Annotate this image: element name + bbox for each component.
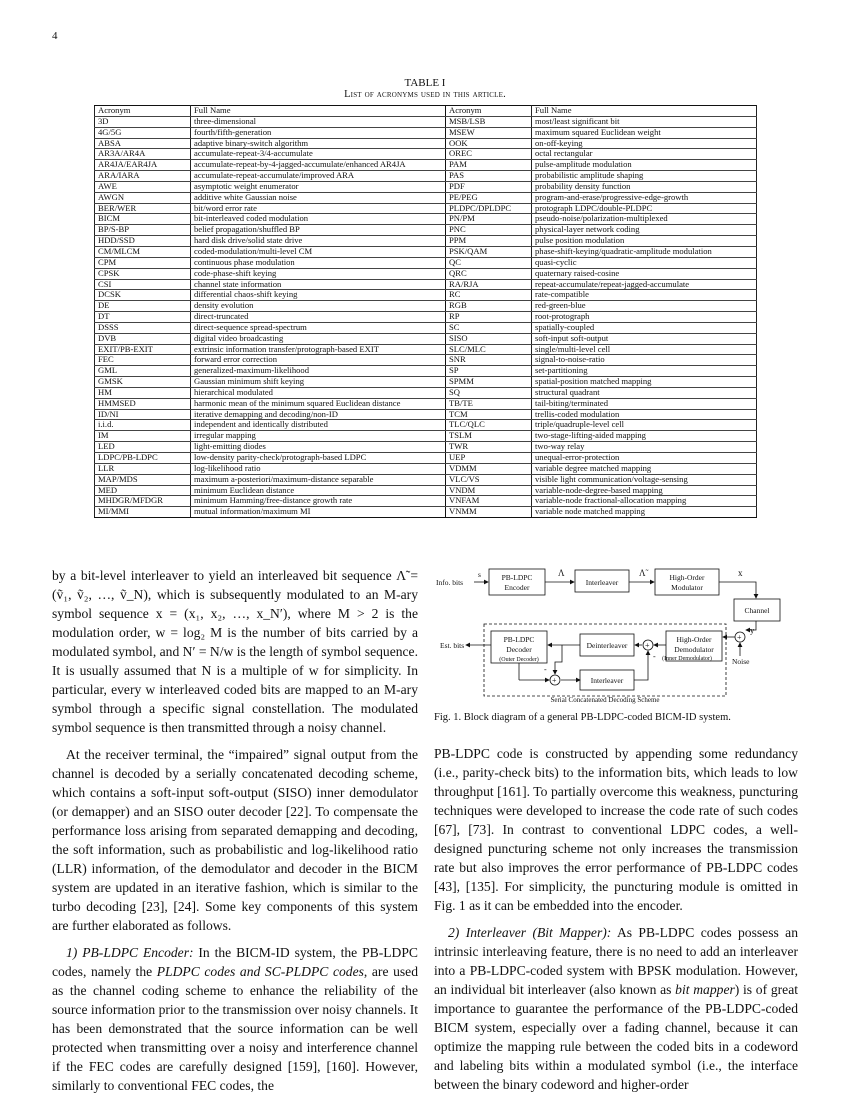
fullname-right: signal-to-noise-ratio (532, 355, 757, 366)
acronym-left: CSI (95, 279, 191, 290)
table-row (95, 290, 757, 301)
acronym-left: MAP/MDS (95, 474, 191, 485)
interleaver-text-a: As PB-LDPC codes possess an intrinsic interleaving feature, there is no need to add an interleaver into a PB-LDPC-coded system with BPSK modulation. However, an individual bit interleaver (also known as (434, 925, 798, 997)
table-row (95, 301, 757, 312)
table-row (95, 453, 757, 464)
acronym-left: i.i.d. (95, 420, 191, 431)
acronym-left: ID/NI (95, 409, 191, 420)
fullname-right: unequal-error-protection (532, 453, 757, 464)
fullname-right: quaternary raised-cosine (532, 268, 757, 279)
acronym-right: PAM (446, 160, 532, 171)
acronym-right: UEP (446, 453, 532, 464)
fullname-right: on-off-keying (532, 138, 757, 149)
fullname-left: generalized-maximum-likelihood (191, 366, 446, 377)
acronym-left: DE (95, 301, 191, 312)
header-fullname-left: Full Name (191, 106, 446, 117)
fullname-right: two-way relay (532, 442, 757, 453)
acronym-right: SP (446, 366, 532, 377)
fullname-right: set-partitioning (532, 366, 757, 377)
fullname-left: minimum Euclidean distance (191, 485, 446, 496)
fullname-right: probabilistic amplitude shaping (532, 171, 757, 182)
left-paragraph-1: by a bit-level interleaver to yield an interleaved bit sequence Λ̃ = (ṽ₁, ṽ₂, …, ṽ_N), which is subsequently modulated to an M-ary symbol sequence x = (x₁, x₂, …, x_N′), where M > 2 is the modulation order, w = log₂ M is the number of bits carried by a modulated symbol, and N′ = N/w is the length of symbol sequence. It is usually assumed that N is a multiple of w for simplicity. In particular, every w interleaved coded bits are mapped to an M-ary symbol through a specific signal constellation. The modulated symbol sequence is then transmitted through a noisy channel. (52, 568, 418, 735)
fullname-right: red-green-blue (532, 301, 757, 312)
fullname-left: maximum a-posteriori/maximum-distance separable (191, 474, 446, 485)
deinterleaver-label: Deinterleaver (586, 641, 628, 650)
fullname-right: structural quadrant (532, 387, 757, 398)
fullname-left: code-phase-shift keying (191, 268, 446, 279)
fullname-right: spatially-coupled (532, 322, 757, 333)
interleaver-text-b: ) is of great importance to guarantee the performance of the PB-LDPC-coded BICM system, especially over a fading channel, because it can optimize the mapping rule between the coded bits in a codeword and labeling bits within a modulated symbol (i.e., the interface between the binary codeword and higher-order (434, 982, 799, 1092)
table-row (95, 225, 757, 236)
page-number: 4 (52, 30, 58, 42)
fullname-left: direct-sequence spread-spectrum (191, 322, 446, 333)
acronym-left: GMSK (95, 377, 191, 388)
acronym-left: DVB (95, 333, 191, 344)
acronym-left: AWGN (95, 192, 191, 203)
acronym-left: CPSK (95, 268, 191, 279)
fullname-left: coded-modulation/multi-level CM (191, 246, 446, 257)
left-paragraph-3 (52, 943, 418, 1095)
table-row (95, 192, 757, 203)
fullname-left: adaptive binary-switch algorithm (191, 138, 446, 149)
acronym-right: TSLM (446, 431, 532, 442)
table-row (95, 496, 757, 507)
fullname-left: hierarchical modulated (191, 387, 446, 398)
acronym-left: HM (95, 387, 191, 398)
table-row (95, 344, 757, 355)
label-est-bits: Est. bits (440, 641, 465, 650)
encoder-text-em: PLDPC codes and SC-PLDPC codes (156, 964, 364, 979)
acronym-left: DCSK (95, 290, 191, 301)
acronym-right: TLC/QLC (446, 420, 532, 431)
table-row (95, 333, 757, 344)
fullname-right: tail-biting/terminated (532, 398, 757, 409)
fullname-left: density evolution (191, 301, 446, 312)
table-row (95, 116, 757, 127)
acronym-right: QC (446, 257, 532, 268)
acronym-right: VNMM (446, 507, 532, 518)
right-paragraph-1: PB-LDPC code is constructed by appending some redundancy (i.e., parity-check bits) to the information bits, which leads to low throughput [161]. To partially overcome this weakness, puncturing techniques were developed to increase the code rate of such codes [67], [73]. In contrast to conventional LDPC codes, a well-designed puncturing scheme not only increases the transmission rate but also improves the error performance of PB-LDPC codes [43], [135]. For simplicity, the puncturing module is omitted in Fig. 1 as it can be embedded into the encoder. (434, 746, 798, 913)
fullname-right: physical-layer network coding (532, 225, 757, 236)
table-row (95, 355, 757, 366)
decoder-label-1: PB-LDPC (503, 635, 535, 644)
acronym-right: OOK (446, 138, 532, 149)
acronym-left: ARA/IARA (95, 171, 191, 182)
fullname-left: mutual information/maximum MI (191, 507, 446, 518)
fullname-left: hard disk drive/solid state drive (191, 236, 446, 247)
left-paragraph-2: At the receiver terminal, the “impaired” signal output from the channel is decoded by a serially concatenated decoding scheme, which contains a soft-input soft-output (SISO) inner demodulator (or demapper) and an SISO outer decoder [22]. To compensate the performance loss arising from separated demapping and decoding, the soft information, such as probabilistic and log-likelihood ratio (LLR) information, of the demodulator and decoder in the BICM system are updated in an iterative fashion, which is similar to the turbo decoding [23], [24]. Some key components of this system are further elaborated as follows. (52, 747, 418, 933)
dec-sub-minus: - (544, 665, 547, 674)
table-row (95, 279, 757, 290)
label-lambda-tilde: Λ̃ (639, 568, 646, 578)
fullname-right: spatial-position matched mapping (532, 377, 757, 388)
arrow-interleaver-to-demod (634, 651, 648, 680)
fullname-left: asymptotic weight enumerator (191, 181, 446, 192)
acronym-left: LDPC/PB-LDPC (95, 453, 191, 464)
noise-adder-plus: + (737, 633, 742, 642)
table-row (95, 181, 757, 192)
acronym-right: RA/RJA (446, 279, 532, 290)
fullname-right: pseudo-noise/polarization-multiplexed (532, 214, 757, 225)
acronym-right: RGB (446, 301, 532, 312)
acronym-right: VLC/VS (446, 474, 532, 485)
table-row (95, 312, 757, 323)
table-row (95, 268, 757, 279)
header-fullname-right: Full Name (532, 106, 757, 117)
fullname-left: light-emitting diodes (191, 442, 446, 453)
fullname-right: variable degree matched mapping (532, 463, 757, 474)
fullname-right: quasi-cyclic (532, 257, 757, 268)
acronym-right: PPM (446, 236, 532, 247)
acronym-right: SQ (446, 387, 532, 398)
demodulator-label-2: Demodulator (674, 645, 714, 654)
encoder-label-1: PB-LDPC (501, 573, 533, 582)
acronym-left: AR4JA/EAR4JA (95, 160, 191, 171)
right-paragraph-2 (434, 923, 798, 1094)
encoder-text-b: , are used as the channel coding scheme to enhance the reliability of the source information prior to the transmission over noisy channels. It has been demonstrated that the source information can be well protected when transmitting over a noisy and interference channel if the FEC codes are carefully designed [159], [160]. However, similarly to conventional FEC codes, the (52, 964, 418, 1093)
interleaver-heading: 2) Interleaver (Bit Mapper): (448, 925, 612, 940)
arrow-feed-dec-sub (555, 645, 562, 674)
table-row (95, 442, 757, 453)
right-column (434, 744, 798, 1094)
acronym-left: EXIT/PB-EXIT (95, 344, 191, 355)
acronym-right: PLDPC/DPLDPC (446, 203, 532, 214)
fullname-left: independent and identically distributed (191, 420, 446, 431)
table-row (95, 171, 757, 182)
table-row (95, 149, 757, 160)
fullname-left: accumulate-repeat-by-4-jagged-accumulate/enhanced AR4JA (191, 160, 446, 171)
table-row (95, 160, 757, 171)
interleaver-text-em: bit mapper (675, 982, 735, 997)
fullname-right: visible light communication/voltage-sensing (532, 474, 757, 485)
acronym-right: TWR (446, 442, 532, 453)
fullname-left: accumulate-repeat-accumulate/improved ARA (191, 171, 446, 182)
acronym-left: AR3A/AR4A (95, 149, 191, 160)
acronym-right: QRC (446, 268, 532, 279)
modulator-label-1: High-Order (669, 573, 705, 582)
fullname-right: program-and-erase/progressive-edge-growth (532, 192, 757, 203)
fullname-left: low-density parity-check/protograph-based LDPC (191, 453, 446, 464)
left-column (52, 566, 418, 1095)
acronym-left: BP/S-BP (95, 225, 191, 236)
acronym-left: FEC (95, 355, 191, 366)
label-x: x (738, 568, 743, 578)
acronym-left: HDD/SSD (95, 236, 191, 247)
table-row (95, 377, 757, 388)
modulator-label-2: Modulator (671, 583, 703, 592)
inner-demodulator-label: (Inner Demodulator) (662, 656, 712, 662)
fullname-left: forward error correction (191, 355, 446, 366)
acronym-right: VDMM (446, 463, 532, 474)
acronym-left: ABSA (95, 138, 191, 149)
table-title: TABLE I (404, 77, 446, 89)
fullname-right: rate-compatible (532, 290, 757, 301)
table-row (95, 409, 757, 420)
table-row (95, 246, 757, 257)
fullname-right: pulse-amplitude modulation (532, 160, 757, 171)
acronym-left: IM (95, 431, 191, 442)
fullname-left: irregular mapping (191, 431, 446, 442)
acronym-right: TCM (446, 409, 532, 420)
acronym-right: SC (446, 322, 532, 333)
acronym-left: GML (95, 366, 191, 377)
fullname-left: Gaussian minimum shift keying (191, 377, 446, 388)
acronym-right: RP (446, 312, 532, 323)
fullname-right: protograph LDPC/double-PLDPC (532, 203, 757, 214)
fullname-left: bit-interleaved coded modulation (191, 214, 446, 225)
fullname-left: digital video broadcasting (191, 333, 446, 344)
fullname-right: phase-shift-keying/quadratic-amplitude modulation (532, 246, 757, 257)
fullname-left: additive white Gaussian noise (191, 192, 446, 203)
table-row (95, 322, 757, 333)
encoder-label-2: Encoder (504, 583, 530, 592)
table-row (95, 485, 757, 496)
table-row (95, 203, 757, 214)
encoder-heading: 1) PB-LDPC Encoder: (66, 945, 194, 960)
acronym-left: BER/WER (95, 203, 191, 214)
acronym-right: SISO (446, 333, 532, 344)
header-acronym-left: Acronym (95, 106, 191, 117)
demodulator-label-1: High-Order (676, 635, 712, 644)
table-header-row (95, 106, 757, 117)
dec-sub-plus: + (552, 676, 557, 685)
fullname-right: variable node matched mapping (532, 507, 757, 518)
fullname-right: octal rectangular (532, 149, 757, 160)
acronym-left: HMMSED (95, 398, 191, 409)
label-info-bits: Info. bits (436, 578, 464, 587)
acronym-left: MED (95, 485, 191, 496)
label-lambda: Λ (558, 568, 565, 578)
encoder-text-a: In the BICM-ID system, the PB-LDPC codes, namely the (52, 945, 418, 979)
acronym-right: SNR (446, 355, 532, 366)
acronym-right: VNFAM (446, 496, 532, 507)
acronym-right: PN/PM (446, 214, 532, 225)
acronym-right: VNDM (446, 485, 532, 496)
fullname-right: variable-node-degree-based mapping (532, 485, 757, 496)
acronym-left: MHDGR/MFDGR (95, 496, 191, 507)
table-row (95, 236, 757, 247)
acronym-left: LED (95, 442, 191, 453)
arrow-modulator-to-channel (719, 582, 756, 598)
fullname-left: direct-truncated (191, 312, 446, 323)
table-row (95, 366, 757, 377)
decoder-label-2: Decoder (506, 645, 532, 654)
acronym-right: TB/TE (446, 398, 532, 409)
fullname-left: fourth/fifth-generation (191, 127, 446, 138)
fullname-left: extrinsic information transfer/protograph-based EXIT (191, 344, 446, 355)
table-row (95, 387, 757, 398)
acronym-table-body (95, 116, 757, 517)
acronym-left: AWE (95, 181, 191, 192)
acronym-right: PNC (446, 225, 532, 236)
figure-caption: Fig. 1. Block diagram of a general PB-LDPC-coded BICM-ID system. (434, 712, 731, 723)
figure-1 (434, 562, 798, 710)
acronym-right: PSK/QAM (446, 246, 532, 257)
demod-sub-plus: + (645, 641, 650, 650)
table-row (95, 463, 757, 474)
interleaver-bottom-label: Interleaver (590, 676, 624, 685)
label-s: s (478, 570, 481, 579)
header-acronym-right: Acronym (446, 106, 532, 117)
fullname-right: repeat-accumulate/repeat-jagged-accumulate (532, 279, 757, 290)
fullname-right: probability density function (532, 181, 757, 192)
acronym-left: CM/MLCM (95, 246, 191, 257)
table-row (95, 431, 757, 442)
fullname-left: differential chaos-shift keying (191, 290, 446, 301)
acronym-right: MSEW (446, 127, 532, 138)
table-row (95, 138, 757, 149)
fullname-left: bit/word error rate (191, 203, 446, 214)
fullname-right: pulse position modulation (532, 236, 757, 247)
acronym-left: BICM (95, 214, 191, 225)
fullname-left: belief propagation/shuffled BP (191, 225, 446, 236)
acronym-right: RC (446, 290, 532, 301)
label-noise: Noise (732, 657, 750, 666)
fullname-left: three-dimensional (191, 116, 446, 127)
fullname-right: single/multi-level cell (532, 344, 757, 355)
acronym-left: LLR (95, 463, 191, 474)
fullname-right: root-protograph (532, 312, 757, 323)
table-row (95, 257, 757, 268)
fullname-right: maximum squared Euclidean weight (532, 127, 757, 138)
channel-label: Channel (744, 606, 770, 615)
acronym-left: DSSS (95, 322, 191, 333)
acronym-right: PDF (446, 181, 532, 192)
table-row (95, 398, 757, 409)
fullname-right: variable-node fractional-allocation mapping (532, 496, 757, 507)
acronym-table (94, 105, 757, 518)
acronym-right: MSB/LSB (446, 116, 532, 127)
acronym-left: MI/MMI (95, 507, 191, 518)
fullname-left: channel state information (191, 279, 446, 290)
label-y: y (750, 625, 755, 635)
fullname-right: triple/quadruple-level cell (532, 420, 757, 431)
interleaver-top-label: Interleaver (585, 578, 619, 587)
acronym-right: SLC/MLC (446, 344, 532, 355)
fullname-left: harmonic mean of the minimum squared Euclidean distance (191, 398, 446, 409)
acronym-left: DT (95, 312, 191, 323)
outer-decoder-label: (Outer Decoder) (499, 657, 539, 663)
fullname-left: minimum Hamming/free-distance growth rate (191, 496, 446, 507)
acronym-left: 4G/5G (95, 127, 191, 138)
scheme-label: Serial Concatenated Decoding Scheme (550, 696, 660, 704)
acronym-left: 3D (95, 116, 191, 127)
fullname-left: iterative demapping and decoding/non-ID (191, 409, 446, 420)
fullname-right: soft-input soft-output (532, 333, 757, 344)
fullname-left: log-likelihood ratio (191, 463, 446, 474)
block-diagram (434, 562, 798, 710)
fullname-left: accumulate-repeat-3/4-accumulate (191, 149, 446, 160)
acronym-right: SPMM (446, 377, 532, 388)
acronym-right: PAS (446, 171, 532, 182)
acronym-right: OREC (446, 149, 532, 160)
fullname-left: continuous phase modulation (191, 257, 446, 268)
table-row (95, 214, 757, 225)
table-row (95, 127, 757, 138)
table-caption: List of acronyms used in this article. (344, 89, 506, 100)
table-row (95, 420, 757, 431)
table-row (95, 507, 757, 518)
demod-sub-minus: - (653, 652, 656, 661)
acronym-left: CPM (95, 257, 191, 268)
table-row (95, 474, 757, 485)
fullname-right: trellis-coded modulation (532, 409, 757, 420)
fullname-right: two-stage-lifting-aided mapping (532, 431, 757, 442)
acronym-right: PE/PEG (446, 192, 532, 203)
fullname-right: most/least significant bit (532, 116, 757, 127)
